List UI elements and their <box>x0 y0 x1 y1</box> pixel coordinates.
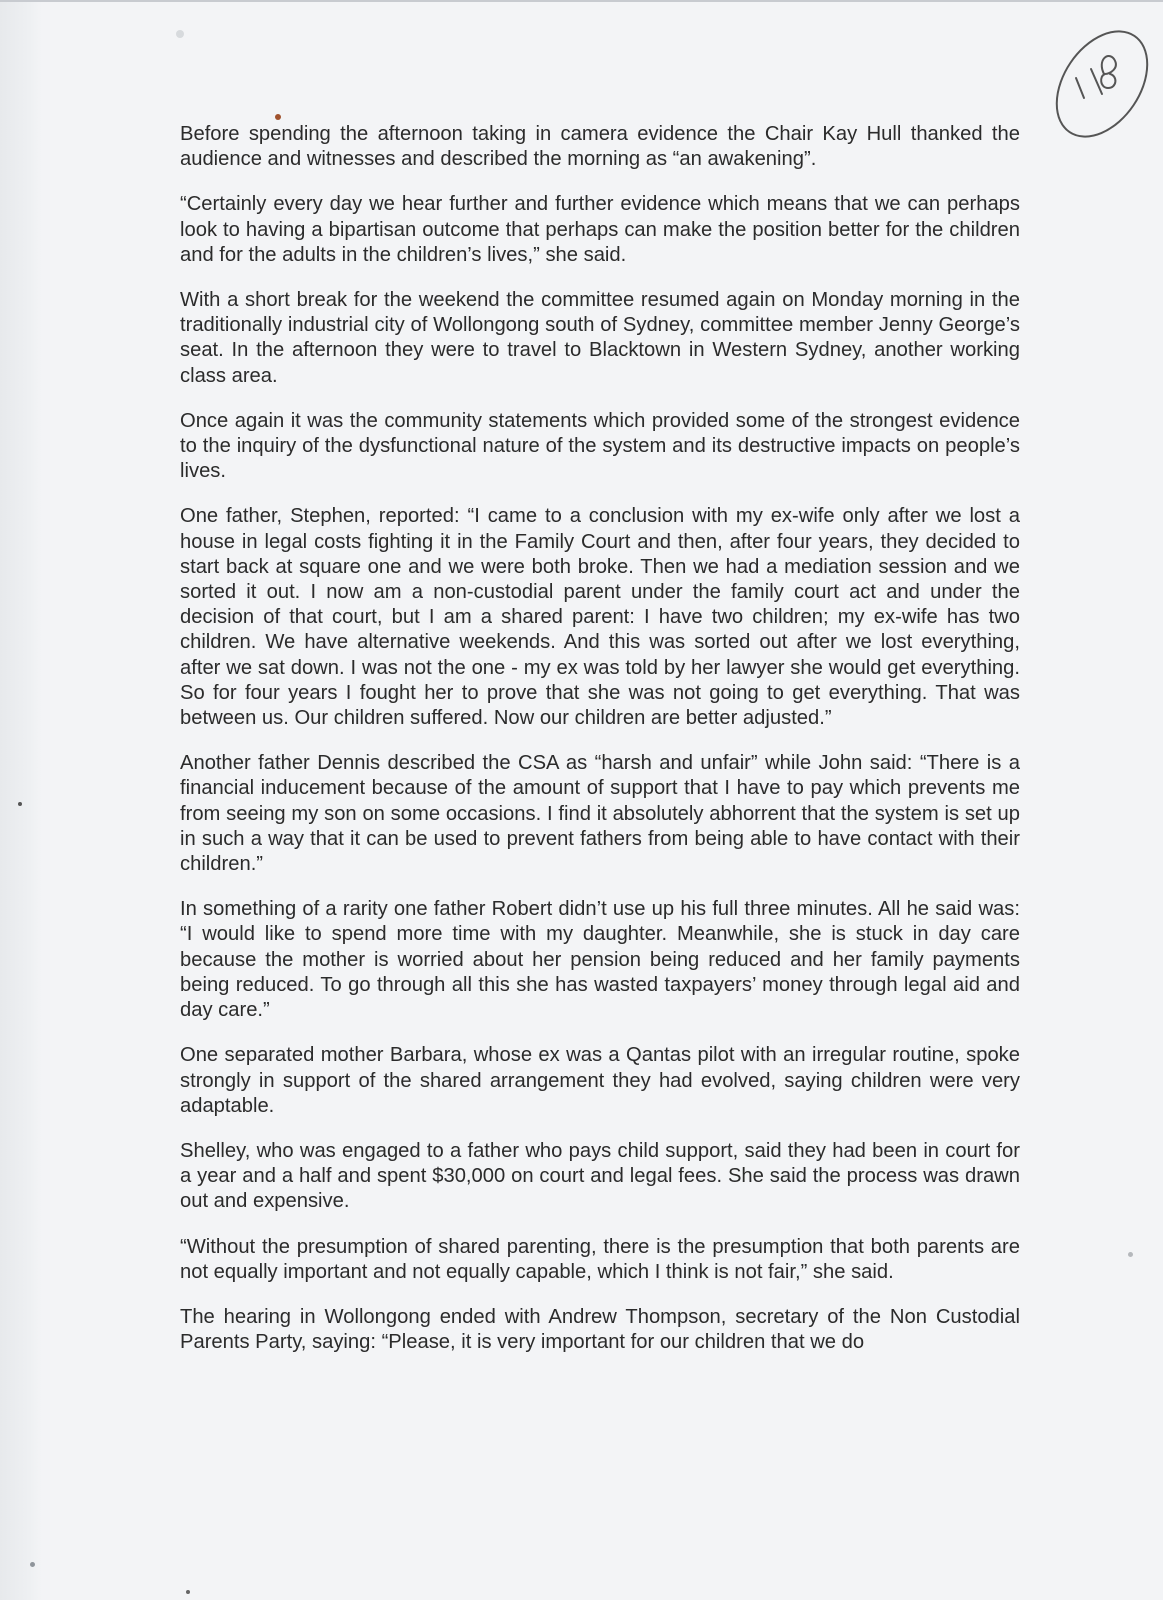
scan-top-edge <box>0 0 1163 2</box>
paragraph: Shelley, who was engaged to a father who pays child support, said they had been in court for a year and a half and spent $30,000 on court and legal fees. She said the process was drawn out and expensive. <box>180 1139 1020 1213</box>
paragraph: “Certainly every day we hear further and further evidence which means that we can perhaps look to having a bipartisan outcome that perhaps can make the position better for the children and for the adults in the children’s lives,” she said. <box>180 193 1020 266</box>
scan-left-edge <box>0 0 42 1600</box>
paragraph: Once again it was the community statements which provided some of the strongest evidence to the inquiry of the dysfunctional nature of the system and its destructive impacts on people’s lives. <box>180 409 1020 483</box>
scan-speck <box>176 30 184 38</box>
scan-speck <box>186 1590 190 1594</box>
scan-speck <box>275 114 281 120</box>
handwritten-page-number <box>1050 18 1150 148</box>
scan-speck <box>30 1562 35 1567</box>
paragraph: In something of a rarity one father Robert didn’t use up his full three minutes. All he said was: “I would like to spend more time with my daughter. Meanwhile, she is stuck in day care because the mother is worried about her pension being reduced and her family payments being reduced. To go through all this she has wasted taxpayers’ money through legal aid and day care.” <box>180 898 1020 1022</box>
paragraph: The hearing in Wollongong ended with Andrew Thompson, secretary of the Non Custodial Parents Party, saying: “Please, it is very important for our children that we do <box>180 1305 1020 1354</box>
paragraph: Another father Dennis described the CSA as “harsh and unfair” while John said: “There is a financial inducement because of the amount of support that I have to pay which prevents me from seeing my son on some occasions. I find it absolutely abhorrent that the system is set up in such a way that it can be used to prevent fathers from being able to have contact with their children.” <box>180 752 1020 876</box>
scan-speck <box>1128 1252 1133 1257</box>
article-body <box>180 122 1020 1355</box>
paragraph: With a short break for the weekend the committee resumed again on Monday morning in the traditionally industrial city of Wollongong south of Sydney, committee member Jenny George’s seat. In the afternoon they were to travel to Blacktown in Western Sydney, another working class area. <box>180 289 1020 387</box>
paragraph: One father, Stephen, reported: “I came to a conclusion with my ex-wife only after we lost a house in legal costs fighting it in the Family Court and then, after four years, they decided to start back at square one and we were both broke. Then we had a mediation session and we sorted it out. I now am a non-custodial parent under the family court act and under the decision of that court, but I am a shared parent: I have two children; my ex-wife has two children. We have alternative weekends. And this was sorted out after we lost everything, after we sat down. I was not the one - my ex was told by her lawyer she would get everything. So for four years I fought her to prove that she was not going to get everything. That was between us. Our children suffered. Now our children are better adjusted.” <box>180 505 1020 730</box>
paragraph: One separated mother Barbara, whose ex was a Qantas pilot with an irregular routine, spoke strongly in support of the shared arrangement they had evolved, saying children were very adaptable. <box>180 1044 1020 1117</box>
scan-speck <box>18 802 22 806</box>
paragraph: Before spending the afternoon taking in camera evidence the Chair Kay Hull thanked the audience and witnesses and described the morning as “an awakening”. <box>180 123 1020 171</box>
paragraph: “Without the presumption of shared parenting, there is the presumption that both parents are not equally important and not equally capable, which I think is not fair,” she said. <box>180 1235 1020 1283</box>
